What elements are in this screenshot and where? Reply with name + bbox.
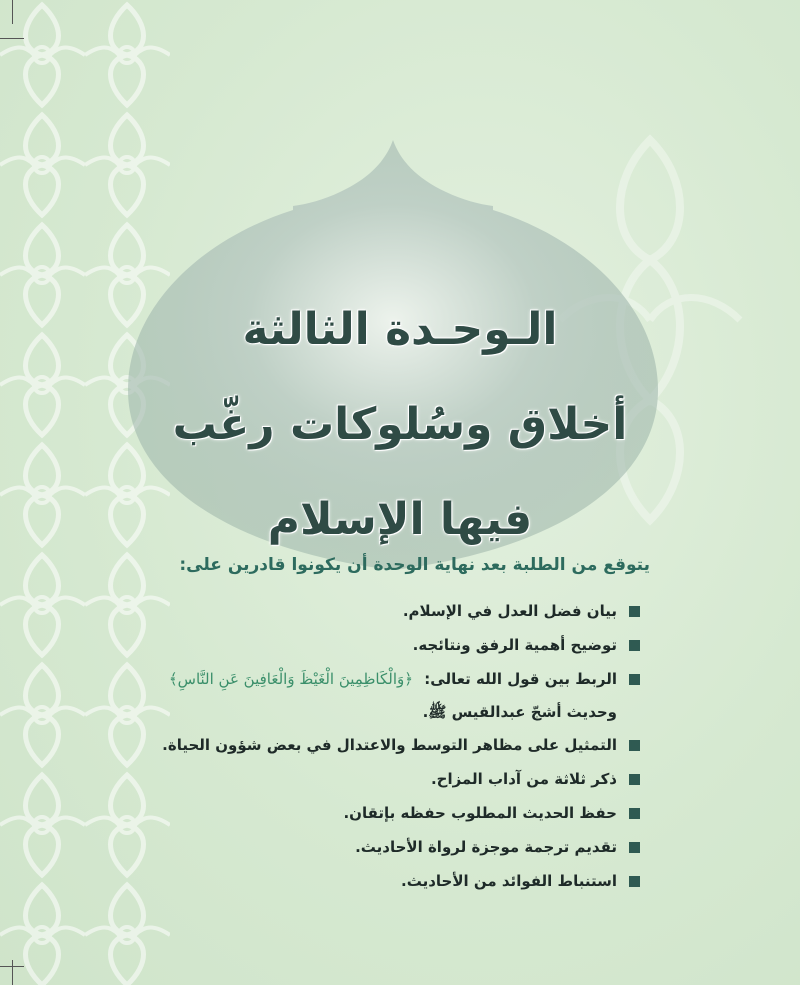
- objective-text: التمثيل على مظاهر التوسط والاعتدال في بعض شؤون الحياة.: [162, 736, 617, 754]
- objectives-list: [140, 594, 640, 898]
- objective-item: [140, 864, 640, 898]
- lesson-title-line-2: فيها الإسلام: [267, 494, 533, 545]
- square-bullet-icon: [629, 640, 640, 651]
- crop-mark: [12, 0, 13, 24]
- objective-continuation-text: وحديث أشجّ عبدالقيس ﷺ.: [422, 703, 617, 721]
- objective-item: [140, 830, 640, 864]
- square-bullet-icon: [629, 774, 640, 785]
- square-bullet-icon: [629, 606, 640, 617]
- objective-text: استنباط الفوائد من الأحاديث.: [401, 872, 617, 890]
- objective-text: ذكر ثلاثة من آداب المزاح.: [430, 770, 617, 788]
- crop-mark: [12, 960, 13, 985]
- square-bullet-icon: [629, 842, 640, 853]
- square-bullet-icon: [629, 674, 640, 685]
- objective-text: الربط بين قول الله تعالى:: [424, 670, 617, 688]
- objective-item: [140, 796, 640, 830]
- objective-item: [140, 628, 640, 662]
- objective-item: [140, 728, 640, 762]
- objective-text: بيان فضل العدل في الإسلام.: [402, 602, 617, 620]
- objective-text: حفظ الحديث المطلوب حفظه بإتقان.: [343, 804, 617, 822]
- objective-text: تقديم ترجمة موجزة لرواة الأحاديث.: [355, 838, 617, 856]
- quran-verse: ﴿وَالْكَاظِمِينَ الْغَيْظَ وَالْعَافِينَ عَنِ النَّاسِ﴾: [168, 670, 414, 688]
- objective-item-continuation: [140, 696, 640, 728]
- lesson-title-line-1: أخلاق وسُلوكات رغّب: [172, 399, 628, 450]
- objectives-intro: يتوقع من الطلبة بعد نهاية الوحدة أن يكونوا قادرين على:: [179, 555, 650, 575]
- objective-text: توضيح أهمية الرفق ونتائجه.: [412, 636, 617, 654]
- unit-title: الـوحـدة الثالثة: [242, 304, 558, 355]
- objective-item: [140, 594, 640, 628]
- crop-mark: [0, 38, 24, 39]
- square-bullet-icon: [629, 876, 640, 887]
- objective-item: [140, 762, 640, 796]
- square-bullet-icon: [629, 740, 640, 751]
- objective-item: [140, 662, 640, 696]
- square-bullet-icon: [629, 808, 640, 819]
